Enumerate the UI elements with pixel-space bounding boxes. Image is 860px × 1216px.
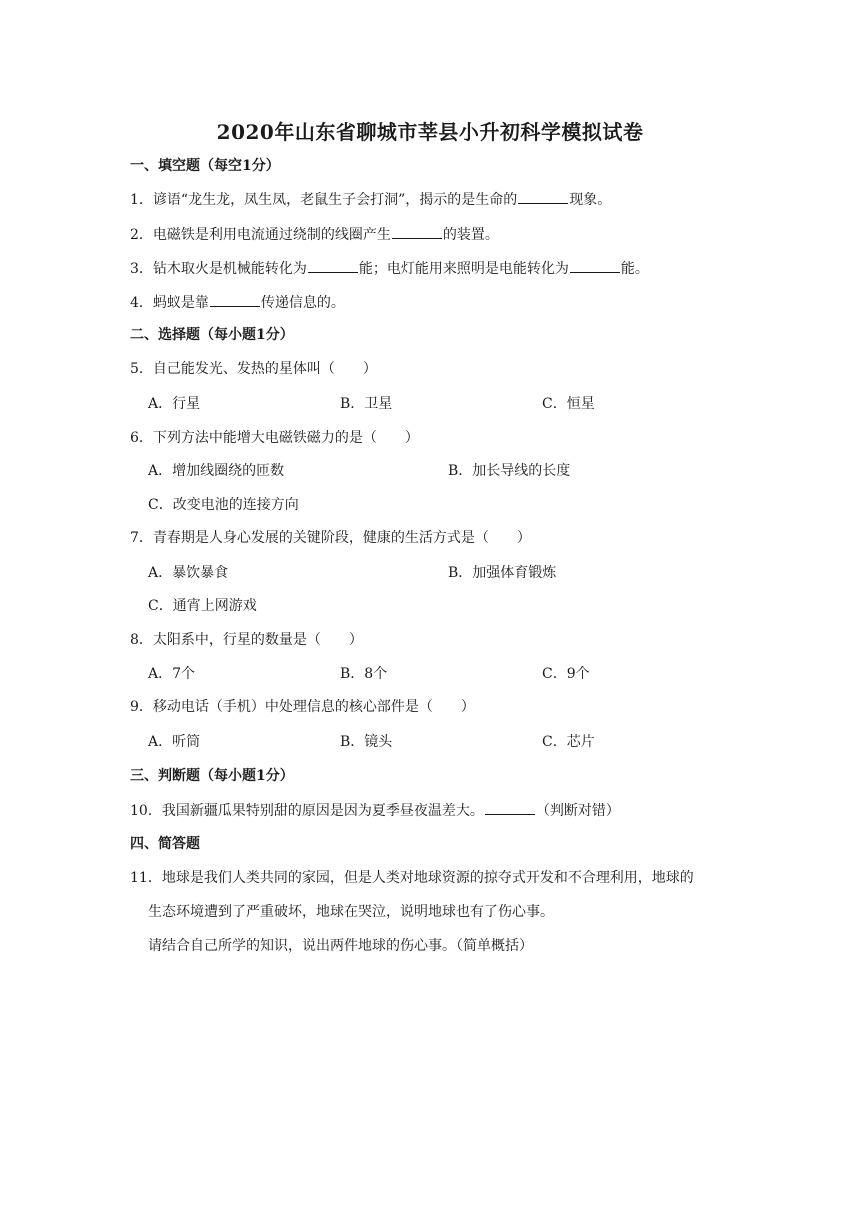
question-2-text: 2．电磁铁是利用电流通过绕制的线圈产生 bbox=[130, 227, 391, 243]
question-3 bbox=[130, 258, 649, 279]
question-8-option-c[interactable]: C．9个 bbox=[542, 666, 590, 682]
question-7-option-a[interactable]: A．暴饮暴食 bbox=[148, 565, 229, 581]
question-2 bbox=[130, 224, 499, 245]
question-1 bbox=[130, 189, 611, 210]
answer-blank[interactable] bbox=[392, 224, 442, 239]
question-11-line-2: 生态环境遭到了严重破坏，地球在哭泣，说明地球也有了伤心事。 bbox=[148, 904, 554, 920]
question-8-option-b[interactable]: B．8个 bbox=[340, 666, 388, 682]
question-4-text-end: 传递信息的。 bbox=[260, 295, 345, 311]
answer-blank[interactable] bbox=[570, 258, 620, 273]
question-9-option-b[interactable]: B．镜头 bbox=[340, 734, 393, 750]
question-5-option-a[interactable]: A．行星 bbox=[148, 396, 201, 412]
question-10 bbox=[130, 800, 620, 821]
question-6-option-b[interactable]: B．加长导线的长度 bbox=[448, 463, 571, 479]
page-title: 2020年山东省聊城市莘县小升初科学模拟试卷 bbox=[216, 120, 644, 144]
question-6-option-a[interactable]: A．增加线圈绕的匝数 bbox=[148, 463, 285, 479]
question-9-option-c[interactable]: C．芯片 bbox=[542, 734, 595, 750]
question-8-stem: 8．太阳系中，行星的数量是（ ） bbox=[130, 632, 363, 648]
question-10-text-end: （判断对错） bbox=[535, 803, 620, 819]
section-multiple-choice: 二、选择题（每小题1分） bbox=[130, 327, 294, 343]
question-7-option-c[interactable]: C．通宵上网游戏 bbox=[148, 598, 257, 614]
question-3-text: 3．钻木取火是机械能转化为 bbox=[130, 261, 307, 277]
question-9-stem: 9．移动电话（手机）中处理信息的核心部件是（ ） bbox=[130, 699, 475, 715]
section-short-answer: 四、简答题 bbox=[130, 836, 200, 852]
question-5-stem: 5．自己能发光、发热的星体叫（ ） bbox=[130, 361, 377, 377]
section-true-false: 三、判断题（每小题1分） bbox=[130, 768, 294, 784]
question-8-option-a[interactable]: A．7个 bbox=[148, 666, 196, 682]
question-6-option-c[interactable]: C．改变电池的连接方向 bbox=[148, 497, 299, 513]
question-5-option-c[interactable]: C．恒星 bbox=[542, 396, 595, 412]
answer-blank[interactable] bbox=[518, 189, 568, 204]
answer-blank[interactable] bbox=[308, 258, 358, 273]
question-7-option-b[interactable]: B．加强体育锻炼 bbox=[448, 565, 557, 581]
question-10-text: 10．我国新疆瓜果特别甜的原因是因为夏季昼夜温差大。 bbox=[130, 803, 484, 819]
question-7-stem: 7．青春期是人身心发展的关键阶段，健康的生活方式是（ ） bbox=[130, 530, 531, 546]
answer-blank[interactable] bbox=[485, 800, 535, 815]
question-2-text-end: 的装置。 bbox=[442, 227, 499, 243]
question-9-option-a[interactable]: A．听筒 bbox=[148, 734, 201, 750]
question-4-text: 4．蚂蚁是靠 bbox=[130, 295, 209, 311]
question-1-text-end: 现象。 bbox=[569, 192, 612, 208]
question-1-text: 1．谚语“龙生龙，凤生凤，老鼠生子会打洞”，揭示的是生命的 bbox=[130, 192, 518, 208]
question-11-line-1: 11．地球是我们人类共同的家园，但是人类对地球资源的掠夺式开发和不合理利用，地球的 bbox=[130, 870, 694, 886]
section-fill-blank: 一、填空题（每空1分） bbox=[130, 158, 280, 174]
question-4 bbox=[130, 292, 345, 313]
question-3-text-end: 能。 bbox=[620, 261, 649, 277]
question-6-stem: 6．下列方法中能增大电磁铁磁力的是（ ） bbox=[130, 430, 419, 446]
question-11-line-3: 请结合自己所学的知识，说出两件地球的伤心事。（简单概括） bbox=[148, 938, 533, 954]
answer-blank[interactable] bbox=[210, 292, 260, 307]
question-3-text-mid: 能；电灯能用来照明是电能转化为 bbox=[358, 261, 569, 277]
question-5-option-b[interactable]: B．卫星 bbox=[340, 396, 393, 412]
